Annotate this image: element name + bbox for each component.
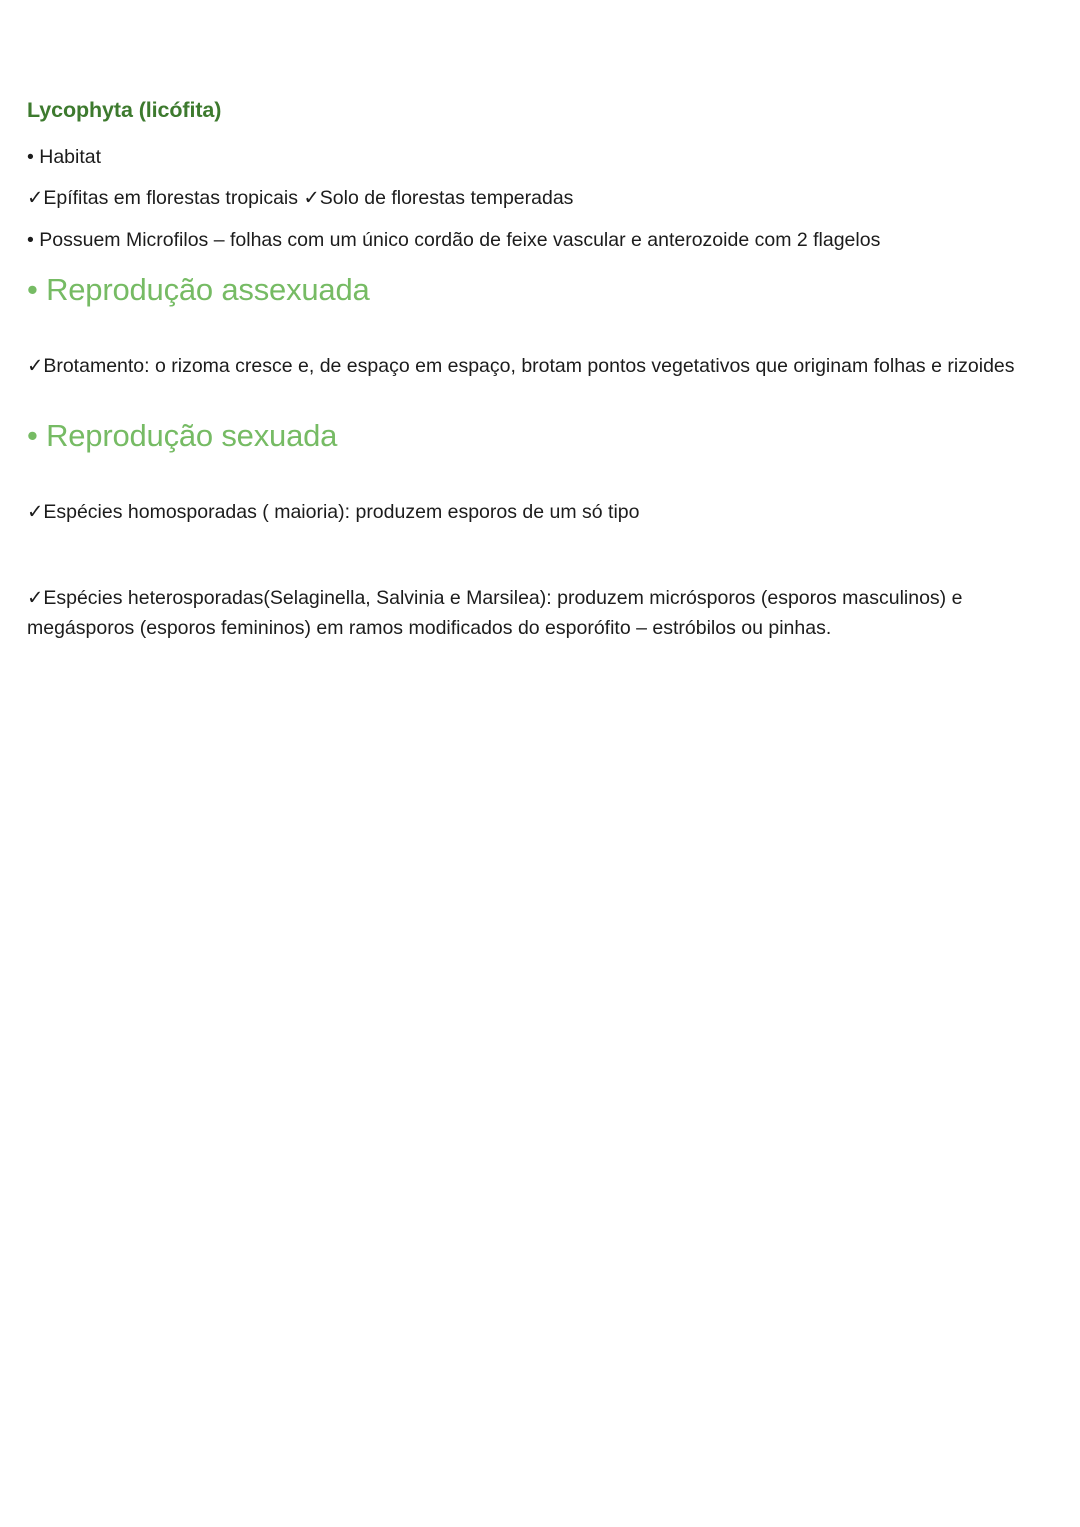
spacer xyxy=(27,547,1050,565)
spacer xyxy=(27,400,1050,416)
assexuada-body-text: ✓Brotamento: o rizoma cresce e, de espaço em espaço, brotam pontos vegetativos que originam folhas e rizoides xyxy=(27,354,1015,377)
spacer xyxy=(27,213,1050,226)
sexuada-heterosporadas-text: ✓Espécies heterosporadas(Selaginella, Salvinia e Marsilea): produzem micrósporos (esporos masculinos) e megásporos (esporos femininos) em ramos modificados do esporófito – estróbilos ou pinhas. xyxy=(27,587,963,639)
section-heading-reproducao-sexuada xyxy=(27,416,1050,456)
spacer xyxy=(27,457,1050,479)
section-heading-label: Reprodução sexuada xyxy=(46,418,338,454)
page-title: Lycophyta (licófita) xyxy=(27,98,222,122)
spacer xyxy=(27,254,1050,270)
section-heading-reproducao-assexuada xyxy=(27,270,1050,310)
spacer xyxy=(27,171,1050,184)
habitat-bullet: • Habitat xyxy=(27,146,102,169)
spacer xyxy=(27,125,1050,143)
sexuada-homosporadas-text: ✓Espécies homosporadas ( maioria): produzem esporos de um só tipo xyxy=(27,501,640,524)
section-heading-label: Reprodução assexuada xyxy=(46,271,370,307)
bullet-icon: • xyxy=(27,271,38,307)
bullet-icon: • xyxy=(27,418,38,454)
microfilos-bullet: • Possuem Microfilos – folhas com um único cordão de feixe vascular e anterozoide com 2 flagelos xyxy=(27,228,881,251)
spacer xyxy=(27,310,1050,332)
habitat-details-line: ✓Epífitas em florestas tropicais ✓Solo de florestas temperadas xyxy=(27,187,574,210)
